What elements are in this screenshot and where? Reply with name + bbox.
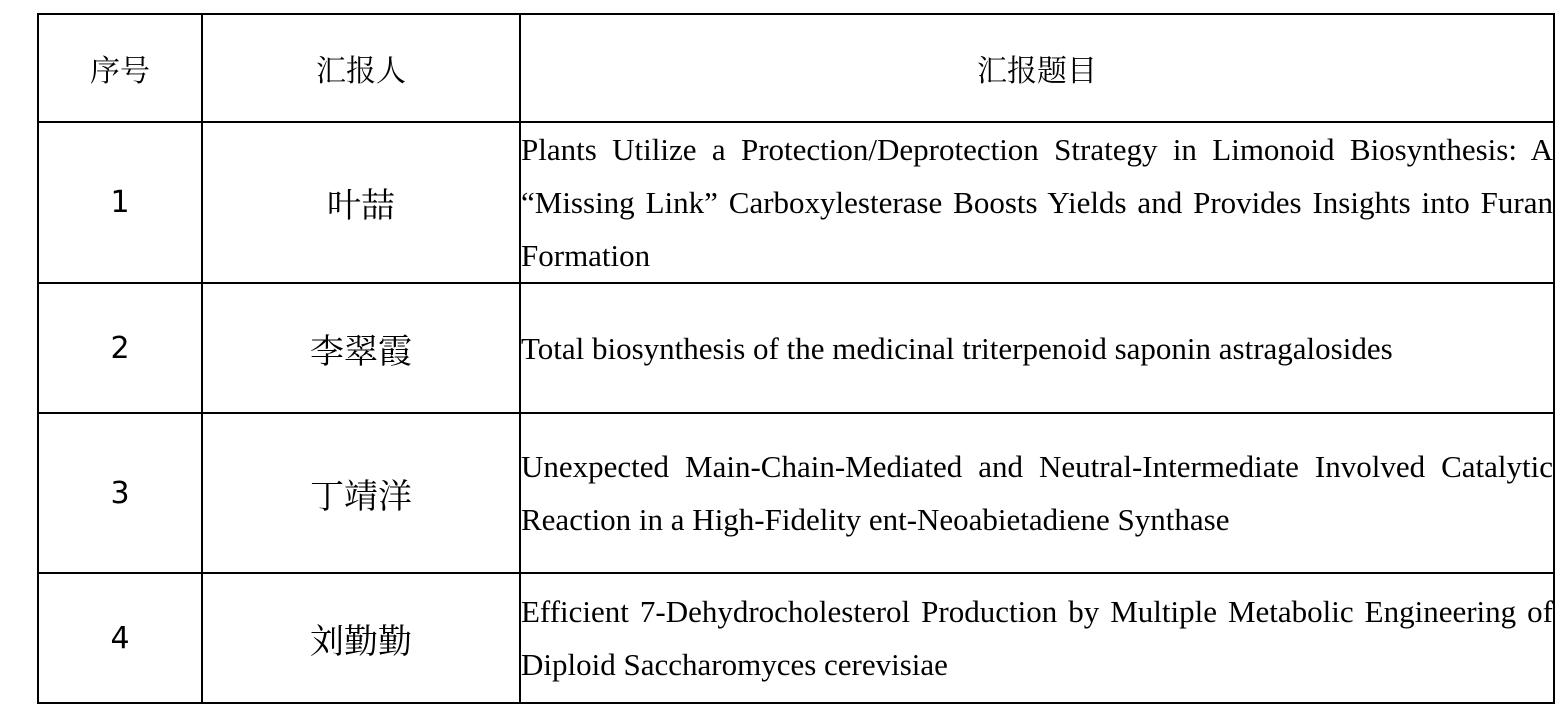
row-title: Efficient 7-Dehydrocholesterol Production by Multiple Metabolic Engineering of Diploid Saccharomyces cerevisiae: [520, 573, 1554, 703]
report-schedule-table: [37, 13, 1555, 704]
row-reporter: 叶喆: [202, 122, 520, 283]
row-number: 2: [38, 283, 202, 413]
table-row: [38, 122, 1554, 283]
table-row: [38, 573, 1554, 703]
row-title: Total biosynthesis of the medicinal triterpenoid saponin astragalosides: [520, 283, 1554, 413]
table-row: [38, 413, 1554, 573]
table-header-row: [38, 14, 1554, 122]
row-title: Plants Utilize a Protection/Deprotection Strategy in Limonoid Biosynthesis: A “Missing Link” Carboxylesterase Boosts Yields and Provides Insights into Furan Formation: [520, 122, 1554, 283]
header-title: 汇报题目: [520, 14, 1554, 122]
row-number: 1: [38, 122, 202, 283]
row-reporter: 丁靖洋: [202, 413, 520, 573]
table-row: [38, 283, 1554, 413]
header-reporter: 汇报人: [202, 14, 520, 122]
row-reporter: 刘勤勤: [202, 573, 520, 703]
row-reporter: 李翠霞: [202, 283, 520, 413]
row-number: 4: [38, 573, 202, 703]
row-number: 3: [38, 413, 202, 573]
row-title: Unexpected Main-Chain-Mediated and Neutral-Intermediate Involved Catalytic Reaction in a High-Fidelity ent-Neoabietadiene Synthase: [520, 413, 1554, 573]
header-number: 序号: [38, 14, 202, 122]
